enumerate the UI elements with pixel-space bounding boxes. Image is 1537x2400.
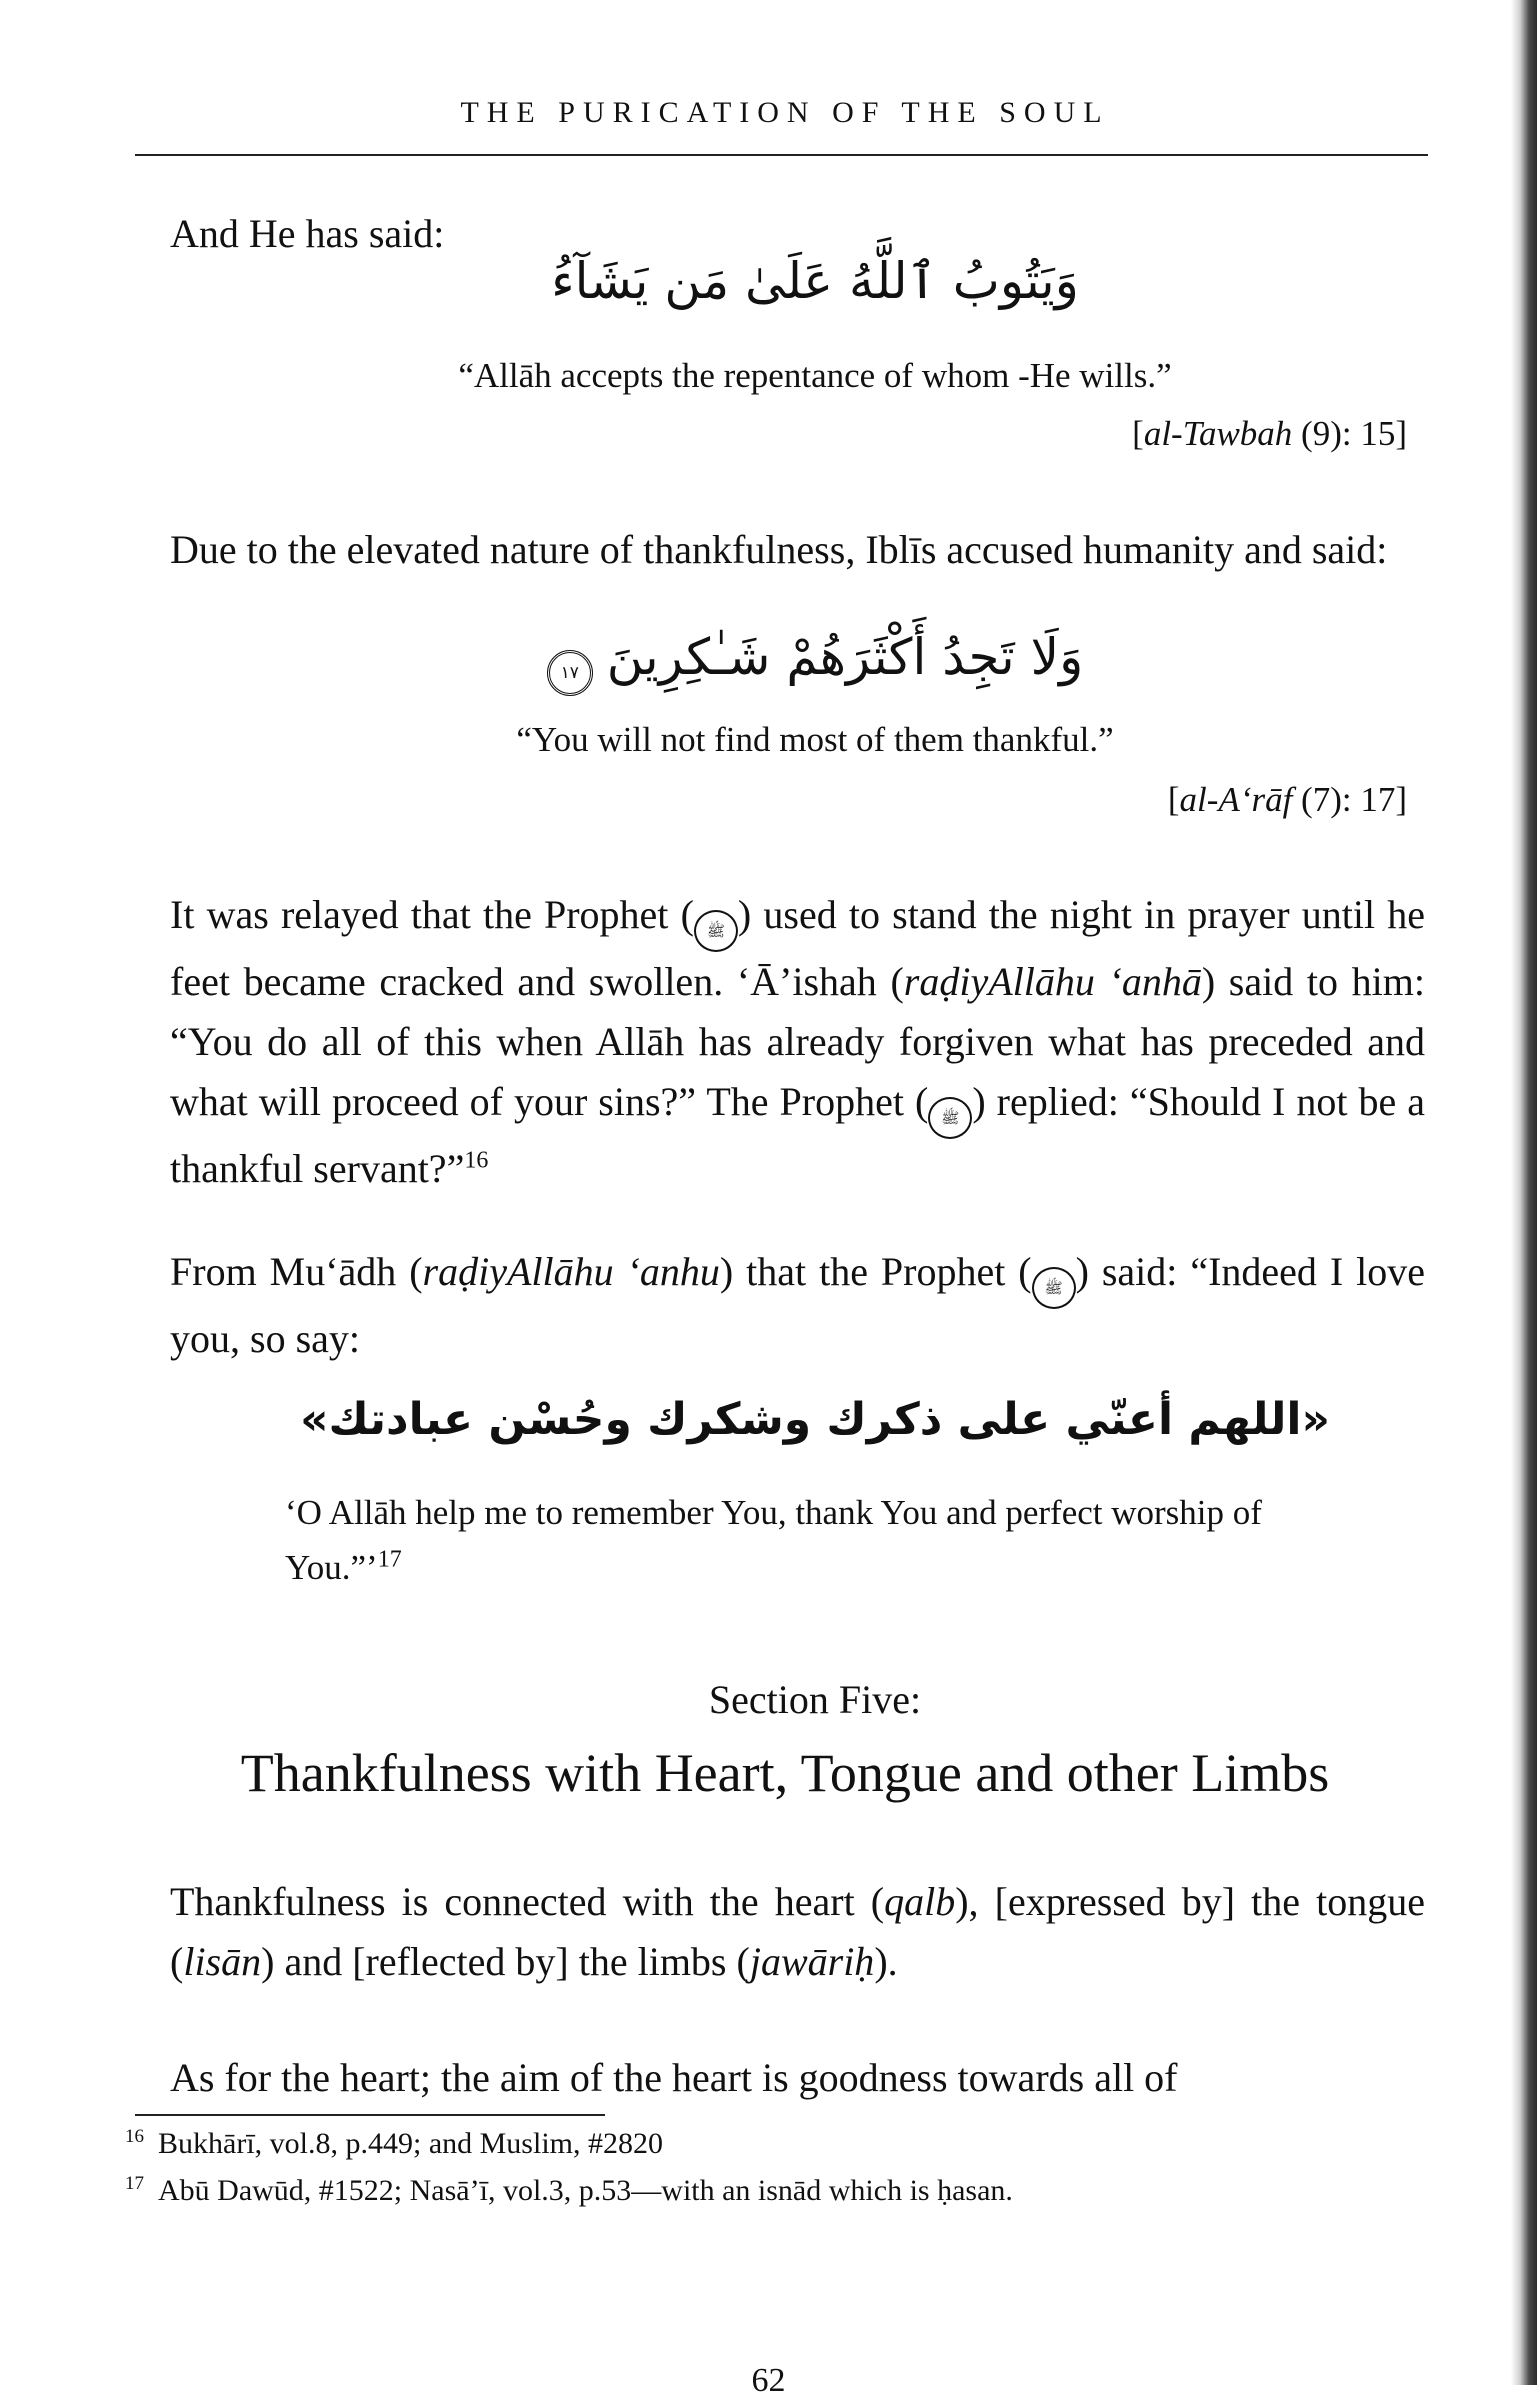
muadh-paragraph: From Mu‘ādh (raḍiyAllāhu ‘anhu) that the Prophet ( ﷺ ) said: “Indeed I love you, so say: (170, 1249, 1426, 1361)
footnote-16: $^{16}$ Bukhārī, vol.8, p.449; and Muslim, #2820 (125, 2126, 663, 2160)
iblis-paragraph: Due to the elevated nature of thankfulness, Iblīs accused humanity and said: (170, 527, 1388, 572)
prophet-paragraph: It was relayed that the Prophet ( ﷺ ) used to stand the night in prayer until he feet became cracked and swollen. ‘Ā’ishah (raḍiyAllāhu ‘anhā) said to him: “You do all of this when Allāh has already forgiven what has preceded and what will proceed of your sins?” The Prophet ( ﷺ ) replied: “Should I not be a thankful servant?”$^{16}$ (170, 892, 1425, 1191)
ayah-marker: ١٧ (547, 650, 593, 696)
verse-2-reference: [al-A‘rāf (7): 17] (1167, 780, 1407, 819)
footnote-17: $^{17}$ Abū Dawūd, #1522; Nasā’ī, vol.3, p.53—with an isnād which is ḥasan. (125, 2173, 1013, 2207)
page-number: 62 (751, 2362, 786, 2399)
verse-1-surah: al-Tawbah (1143, 414, 1293, 453)
salutation-seal: ﷺ (694, 910, 738, 952)
salutation-seal: ﷺ (928, 1097, 972, 1139)
page-edge-shadow (1511, 0, 1537, 2385)
header-rule (135, 154, 1428, 156)
salutation-seal: ﷺ (1032, 1267, 1076, 1309)
running-header: THE PURICATION OF THE SOUL (460, 96, 1110, 129)
dua-translation: ‘O Allāh help me to remember You, thank You and perfect worship of You.”’$^{17}$ (285, 1493, 1262, 1587)
footnote-ref-17: 17 (377, 1546, 402, 1573)
intro-paragraph: And He has said: (170, 211, 445, 256)
dua-arabic: «اللهم أعنّي على ذكرك وشكرك وحُسْن عبادتك» (300, 1394, 1330, 1445)
section-label: Section Five: (708, 1677, 922, 1722)
footnote-ref-16: 16 (464, 1147, 489, 1174)
footnote-rule (135, 2114, 605, 2116)
section-title: Thankfulness with Heart, Tongue and other Limbs (240, 1743, 1330, 1803)
verse-2-surah: al-A‘rāf (1179, 780, 1293, 819)
verse-1-arabic: وَيَتُوبُ ٱللَّهُ عَلَىٰ مَن يَشَآءُ (551, 252, 1079, 310)
connected-paragraph: Thankfulness is connected with the heart (qalb), [expressed by] the tongue (lisān) and [reflected by] the limbs (jawāriḥ). (170, 1879, 1425, 1984)
verse-1-reference: [al-Tawbah (9): 15] (1132, 414, 1407, 453)
verse-1-translation: “Allāh accepts the repentance of whom -He wills.” (458, 356, 1172, 395)
heart-paragraph: As for the heart; the aim of the heart is goodness towards all of (170, 2055, 1178, 2100)
verse-2-translation: “You will not find most of them thankful.” (516, 720, 1114, 759)
verse-2-arabic: وَلَا تَجِدُ أَكْثَرَهُمْ شَـٰكِرِينَ١٧ (200, 628, 1430, 696)
